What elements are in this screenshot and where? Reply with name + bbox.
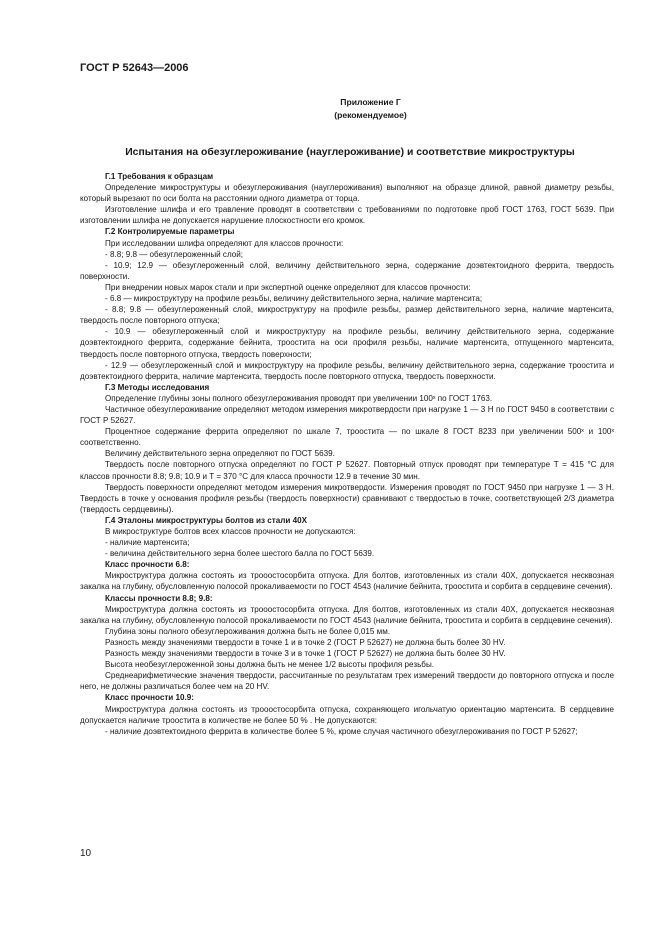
paragraph: При внедрении новых марок стали и при экспертной оценке определяют для классов прочности: <box>105 282 471 292</box>
paragraph: - 12.9 — обезуглероженный слой и микроструктуру на профиле резьбы, величину действительного зерна, содержание троостита и доэвтектоидного феррита, наличие мартенсита, твердость после повторного отпуска, твердость поверхности. <box>80 360 614 381</box>
paragraph: - наличие доэвтектоидного феррита в количестве более 5 %, кроме случая частичного обезуглероживания по ГОСТ Р 52627; <box>105 726 578 736</box>
section-heading: Г.4 Эталоны микроструктуры болтов из стали 40Х <box>105 515 308 525</box>
paragraph: Микроструктура должна состоять из трооостосорбита отпуска, сохраняющего игольчатую ориентацию мартенсита. В сердцевине допускается наличие троостита в количестве не более 50 % . Не допускаются: <box>80 704 614 725</box>
paragraph: Определение микроструктуры и обезуглероживания (науглероживания) выполняют на образце длиной, равной диаметру резьбы, который вырезают по оси болта на расстоянии одного диаметра от торца. <box>80 183 614 204</box>
page-title: Испытания на обезуглероживание (науглероживание) и соответствие микроструктуры <box>125 147 575 158</box>
paragraph: - 10.9; 12.9 — обезуглероженный слой, величину действительного зерна, содержание доэвтектоидного феррита, твердость поверхности. <box>80 260 614 281</box>
paragraph: Частичное обезуглероживание определяют методом измерения микротвердости при нагрузке 1 — 3 Н по ГОСТ 9450 в соответствии с ГОСТ Р 52627. <box>80 404 614 426</box>
section-heading: Классы прочности 8.8; 9.8: <box>105 593 213 603</box>
paragraph: Определение глубины зоны полного обезуглероживания проводят при увеличении 100ˣ по ГОСТ 1763. <box>105 393 493 403</box>
paragraph: - 10.9 — обезуглероженный слой и микроструктуру на профиле резьбы, величину действительного зерна, содержание доэвтектоидного феррита, содержание бейнита, троостита на оси профиля резьбы, наличие мартенсита, отпущенного мартенсита, твердость после повторного отпуска, твердость поверхности; <box>80 327 614 359</box>
paragraph: - наличие мартенсита; <box>105 538 190 548</box>
paragraph: - 8.8; 9.8 — обезуглероженный слой, микроструктуру на профиле резьбы, размер действительного зерна, наличие мартенсита, твердость после повторного отпуска; <box>80 305 614 326</box>
paragraph: Микроструктура должна состоять из трооостосорбита отпуска. Для болтов, изготовленных из стали 40Х, допускается несквозная закалка на глубину, обусловленную полосой прокаливаемости по ГОСТ 4543 (наличие бейнита, троостита и сорбита в сердцевине сечения). <box>80 604 614 625</box>
paragraph: Высота необезуглероженной зоны должна быть не менее 1/2 высоты профиля резьбы. <box>105 660 435 670</box>
paragraph: Глубина зоны полного обезуглероживания должна быть не более 0,015 мм. <box>105 626 391 636</box>
paragraph: Разность между значениями твердости в точке 3 и в точке 1 (ГОСТ Р 52627) не должна быть более 30 HV. <box>105 649 506 659</box>
document-body <box>80 171 614 737</box>
document-header: ГОСТ Р 52643—2006 <box>80 62 189 74</box>
paragraph: При исследовании шлифа определяют для классов прочности: <box>105 238 344 248</box>
appendix-label: Приложение Г <box>340 97 401 107</box>
paragraph: Процентное содержание феррита определяют по шкале 7, троостита — по шкале 8 ГОСТ 8233 при увеличении 500ˣ и 100ˣ соответственно. <box>80 427 614 448</box>
paragraph: Твердость после повторного отпуска определяют по ГОСТ Р 52627. Повторный отпуск проводят при температуре T = 415 °С для классов прочности 8.8; 9.8; 10.9 и T = 370 °С для класса прочности 12.9 в течение 30 мин. <box>80 460 614 481</box>
paragraph: Твердость поверхности определяют методом измерения микротвердости. Измерения проводят по ГОСТ 9450 при нагрузке 1 — 3 Н. Твердость в точке у основания профиля резьбы (твердость поверхности) сравнивают с твердостью в точке, соответствующей 2/3 диаметра (твердость сердцевины). <box>80 482 614 514</box>
paragraph: Среднеарифметические значения твердости, рассчитанные по результатам трех измерений твердости до повторного отпуска и после него, не должны различаться более чем на 20 HV. <box>80 671 614 692</box>
paragraph: Микроструктура должна состоять из трооостосорбита отпуска. Для болтов, изготовленных из стали 40Х, допускается несквозная закалка на глубину, обусловленную полосой прокаливаемости по ГОСТ 4543 (наличие бейнита, троостита и сорбита в сердцевине сечения). <box>80 571 614 592</box>
section-heading: Класс прочности 6.8: <box>105 560 190 570</box>
paragraph: - величина действительного зерна более шестого балла по ГОСТ 5639. <box>105 549 375 559</box>
paragraph: Изготовление шлифа и его травление проводят в соответствии с требованиями по подготовке проб ГОСТ 1763, ГОСТ 5639. При изготовлении шлифа не допускается нарушение плоскостности его кромок. <box>80 205 614 226</box>
appendix-status: (рекомендуемое) <box>334 110 407 120</box>
section-heading: Г.2 Контролируемые параметры <box>105 227 235 237</box>
paragraph: - 6.8 — микроструктуру на профиле резьбы, величину действительного зерна, наличие мартенсита; <box>105 294 483 304</box>
section-heading: Класс прочности 10.9: <box>105 693 194 703</box>
section-heading: Г.3 Методы исследования <box>105 382 210 392</box>
paragraph: Величину действительного зерна определяют по ГОСТ 5639. <box>105 449 335 459</box>
paragraph: В микроструктуре болтов всех классов прочности не допускаются: <box>105 527 356 536</box>
section-heading: Г.1 Требования к образцам <box>105 172 214 181</box>
paragraph: - 8.8; 9.8 — обезуглероженный слой; <box>105 249 244 259</box>
paragraph: Разность между значениями твердости в точке 1 и в точке 2 (ГОСТ Р 52627) не должна быть более 30 HV. <box>105 637 506 647</box>
page-number: 10 <box>80 848 92 859</box>
